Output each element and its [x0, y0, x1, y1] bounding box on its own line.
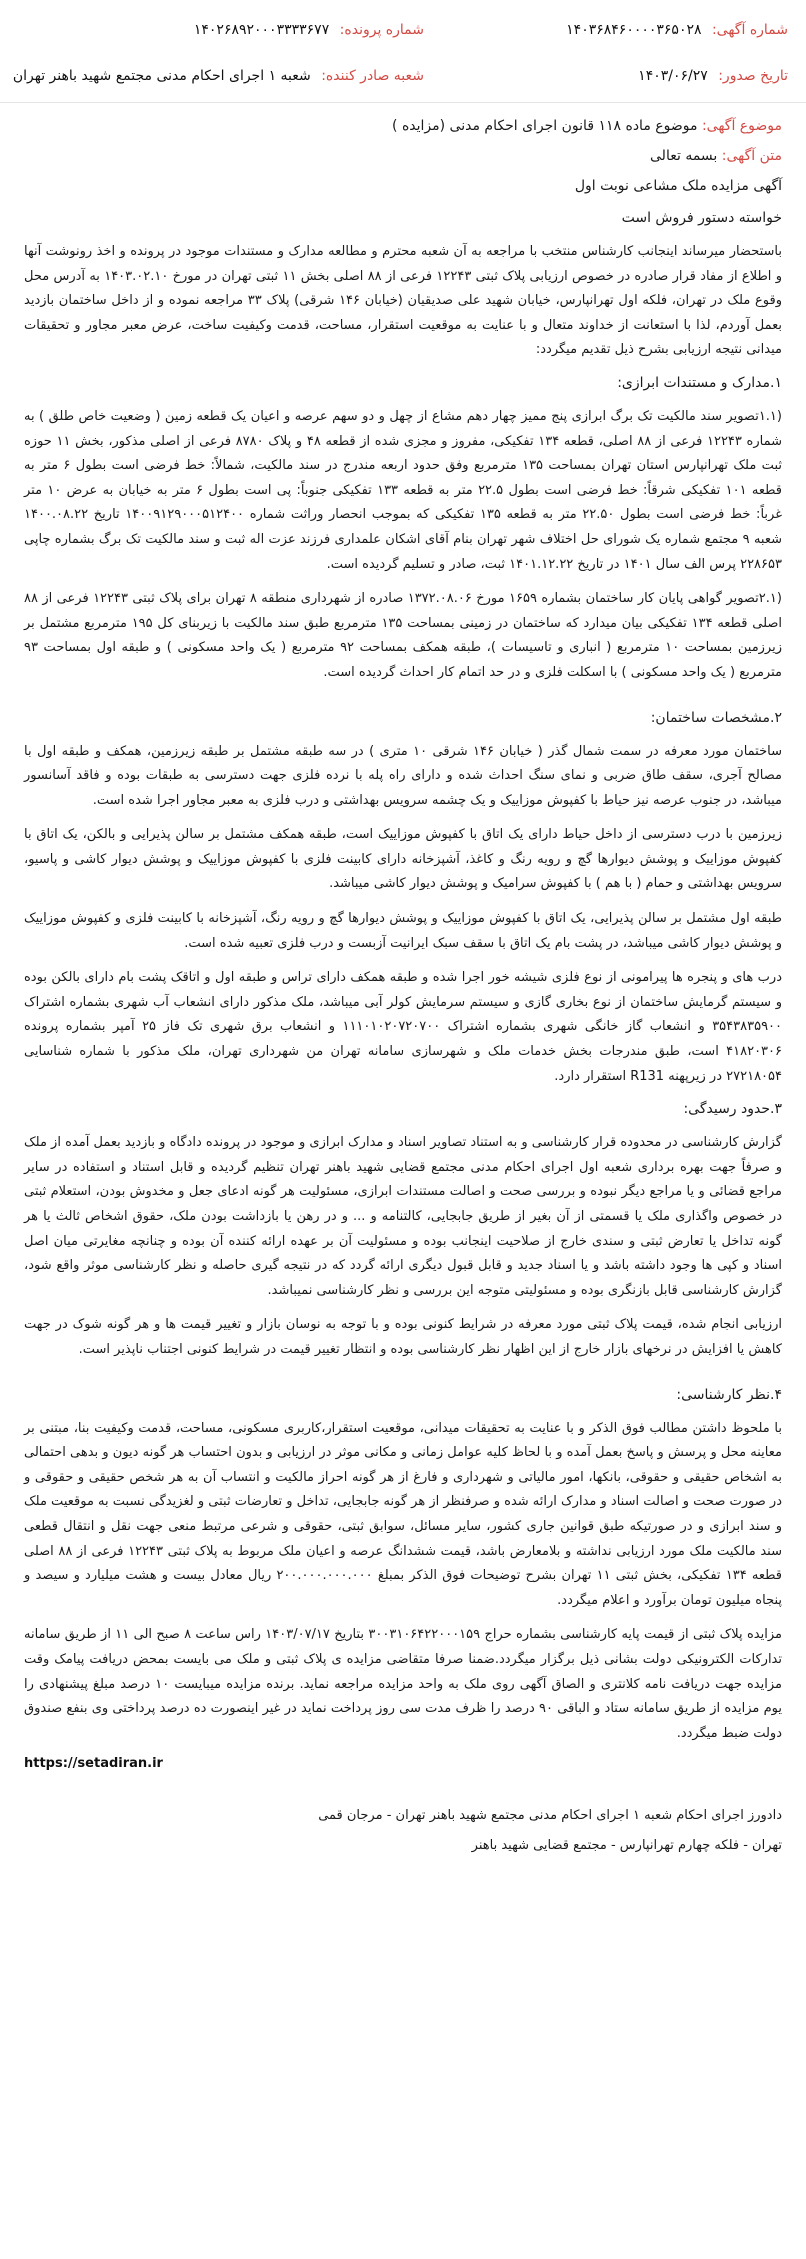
text-label: متن آگهی:: [721, 148, 782, 164]
signature-block: [24, 1801, 782, 1861]
section-3-paragraph-1: گزارش کارشناسی در محدوده قرار کارشناسی و به استناد تصاویر اسناد و مدارک ابرازی و موجود در پرونده دادگاه و بازدید بعمل آمده از ملک و صرفاً جهت بهره برداری شعبه اول اجرای احکام مدنی مجتمع قضایی شهید باهنر تهران تنظیم گردیده و قابل استناد و استفاده در سایر مراجع قضائی و یا مراجع دیگر نبوده و بررسی صحت و اصالت مستندات ابرازی، مسئولیت هر گونه ادعای جعل و مخدوش بودن، استعلام ثبتی در خصوص واگذاری ملک یا قسمتی از آن بغیر از طریق جابجایی، کالتنامه و ... و در رهن یا بازداشت بودن ملک، حقوق اشخاص ثالث یا هر گونه تداخل یا تعارض ثبتی و سندی خارج از صلاحیت اینجانب بوده و مسئولیت آن بر عهده ارائه کننده آن بوده و چنانچه مغایرتی میان اصل اسناد و کپی ها وجود داشته باشد و یا اسناد جدید و قابل قبول دیگری ارائه گردد که در نتیجه گیری حاصله و نظر کارشناسی موثر واقع شود، گزارش کارشناسی قابل بازنگری بوده و مسئولیتی متوجه این بررسی و نظر کارشناسی نمیباشد.: [24, 1135, 782, 1298]
section-2-paragraph-3: طبقه اول مشتمل بر سالن پذیرایی، یک اتاق با کفپوش موزاییک و پوشش دیوارها گچ و رویه رنگ، آشپزخانه با کابینت فلزی و کفپوش موزاییک و پوشش دیوار کاشی میباشد، در پشت بام یک اتاق با سقف سبک ایرانیت آزبست و درب فلزی تعبیه شده است.: [24, 911, 782, 951]
subject-value: موضوع ماده ۱۱۸ قانون اجرای احکام مدنی (مزایده ): [392, 118, 698, 134]
section-1-heading: ۱.مدارک و مستندات ابرازی:: [617, 374, 782, 391]
subject-label: موضوع آگهی:: [701, 118, 782, 134]
section-4-heading: ۴.نظر کارشناسی:: [676, 1386, 782, 1403]
case-number-value: ۱۴۰۲۶۸۹۲۰۰۰۳۳۳۳۶۷۷: [193, 22, 330, 38]
bismillah: بسمه تعالی: [650, 148, 718, 164]
section-2-paragraph-4: درب های و پنجره ها پیرامونی از نوع فلزی شیشه خور اجرا شده و طبقه همکف دارای تراس و طبقه اول و اتاقک پشت بام دارای بالکن بوده و سیستم گرمایش ساختمان از نوع بخاری گازی و سیستم سرمایش کولر آبی میباشد، ملک مذکور دارای انشعاب آب شهری بشماره اشتراک ۳۵۴۳۸۳۵۹۰۰ و انشعاب گاز خانگی شهری بشماره اشتراک ۱۱۱۰۱۰۲۰۷۲۰۷۰۰ و انشعاب برق شهری تک فاز ۲۵ آمپر بشماره پرونده ۴۱۸۲۰۳۰۶ است، طبق مندرجات بخش خدمات ملک و شهرسازی سامانه تهران من شهرداری تهران، ملک مذکور با شماره شناسایی ۲۷۲۱۸۰۵۴ در زیرپهنه R131 استقرار دارد.: [24, 970, 783, 1084]
ad-number-value: ۱۴۰۳۶۸۴۶۰۰۰۰۳۶۵۰۲۸: [566, 22, 702, 38]
section-4-paragraph-1: با ملحوظ داشتن مطالب فوق الذکر و با عنایت به تحقیقات میدانی، موقعیت استقرار،کاربری مسکونی، مساحت، قدمت وکیفیت بنا، مبتنی بر معاینه محل و پرسش و پاسخ بعمل آمده و با لحاظ کلیه عوامل زمانی و مکانی موثر در ارزیابی و بدون احتساب هر گونه دیون و بدهی احتمالی به اشخاص حقیقی و حقوقی، بانکها، امور مالیاتی و شهرداری و فارغ از هر گونه احراز مالکیت و انتساب آن به هر شخص حقیقی و حقوقی و در صورت صحت و اصالت اسناد و مدارک ارائه شده و صرفنظر از هر گونه جابجایی، تداخل و تعارضات ثبتی و لغزیدگی نسبت به موقعیت ملک و سند ابرازی و در صورتیکه طبق قوانین جاری کشور، سایر مسائل، سوابق ثبتی، حقوقی و شرعی مرتبط منعی جهت نقل و انتقال قطعی سند مالکیت ملک مورد ارزیابی نداشته و بلامعارض باشد، قیمت ششدانگ عرصه و اعیان ملک مربوط به پلاک ثبتی ۱۲۲۴۳ فرعی از ۸۸ اصلی قطعه ۱۳۴ تفکیکی، بخش ثبتی ۱۱ تهران بشرح توضیحات فوق الذکر بمبلغ ۲۰۰.۰۰۰.۰۰۰.۰۰۰ ریال معادل بیست و هشت میلیارد و سیصد و پنجاه میلیون تومان برآورد و اعلام میگردد.: [24, 1420, 782, 1608]
ad-content: [24, 116, 782, 1861]
section-2-paragraph-1: ساختمان مورد معرفه در سمت شمال گذر ( خیابان ۱۴۶ شرقی ۱۰ متری ) در سه طبقه مشتمل بر طبقه زیرزمین، همکف و طبقه اول با مصالح آجری، سقف طاق ضربی و نمای سنگ احداث شده و دارای راه پله با نرده فلزی جهت دسترسی به طبقات بوده و فاقد آسانسور میباشد، در جنوب عرصه نیز حیاط با کفپوش موزاییک و یک چشمه سرویس بهداشتی و درب فلزی به معبر مجاور اجرا شده است.: [24, 743, 782, 808]
ad-subject: [24, 116, 782, 136]
issuing-branch-value: شعبه ۱ اجرای احکام مدنی مجتمع شهید باهنر تهران: [12, 68, 311, 84]
ad-title: آگهی مزایده ملک مشاعی نوبت اول: [574, 178, 782, 194]
ad-number-field: [566, 22, 788, 38]
section-2-heading: ۲.مشخصات ساختمان:: [650, 709, 782, 726]
section-4-paragraph-2: مزایده پلاک ثبتی از قیمت پایه کارشناسی بشماره حراج ۳۰۰۳۱۰۶۴۲۲۰۰۰۱۵۹ بتاریخ ۱۴۰۳/۰۷/۱۷ راس ساعت ۸ صبح الی ۱۱ از طریق سامانه تدارکات الکترونیکی دولت بشانی ذیل برگزار میگردد.ضمنا صرفا متقاضی مزایده ی پلاک ثبتی و ملک می بایست بمحض دریافت پیامک وقت مزایده جهت دریافت نامه کلانتری و الصاق آگهی روی ملک به واحد مزایده مراجعه نماید. برنده مزایده میبایست ۱۰ درصد مبلغ پیشنهادی را یوم مزایده از طریق سامانه ستاد و الباقی ۹۰ درصد را ظرف مدت سی روز پرداخت نماید در غیر اینصورت ده درصد پرداختی وی بنفع صندوق دولت ضبط میگردد.: [24, 1627, 783, 1741]
signature-line-2: تهران - فلکه چهارم تهرانپارس - مجتمع قضایی شهید باهنر: [471, 1838, 782, 1854]
section-3-heading: ۳.حدود رسیدگی:: [683, 1101, 782, 1118]
issue-date-label: تاریخ صدور:: [718, 68, 788, 84]
section-1-item-2: (۲.۱تصویر گواهی پایان کار ساختمان بشماره ۱۶۵۹ مورخ ۱۳۷۲.۰۸.۰۶ صادره از شهرداری منطقه ۸ تهران برای پلاک ثبتی ۱۲۲۴۳ فرعی از ۸۸ اصلی قطعه ۱۳۴ تفکیکی بیان میدارد که ساختمان در زمینی بمساحت ۱۳۵ مترمربع طبق سند مالکیت با زیربنای کل ۱۹۵ مترمربع مشتمل بر زیرزمین بمساحت ۱۰ مترمربع ( انباری و تاسیسات )، طبقه همکف بمساحت ۹۲ مترمربع ( یک واحد مسکونی ) و طبقه اول بمساحت ۹۳ مترمربع ( یک واحد مسکونی ) با اسکلت فلزی و در حد اتمام کار احداث گردیده است.: [24, 591, 783, 680]
ad-number-label: شماره آگهی:: [711, 22, 788, 38]
section-1-item-1: (۱.۱تصویر سند مالکیت تک برگ ابرازی پنج ممیز چهار دهم مشاع از چهل و دو سهم عرصه و اعیان یک قطعه زمین ( وضعیت خاص طلق ) به شماره ۱۲۲۴۳ فرعی از ۸۸ اصلی، قطعه ۱۳۴ تفکیکی، مفروز و مجزی شده از قطعه ۴۸ و پلاک ۸۷۸۰ فرعی از اصلی مذکور، بخش ۱۱ حوزه ثبت ملک تهرانپارس استان تهران بمساحت ۱۳۵ مترمربع وفق حدود اربعه مندرج در سند مالکیت، شمالاً: خط فرضی است بطول ۶ متر به قطعه ۱۰۱ تفکیکی شرقاً: خط فرضی است بطول ۲۲.۵ متر به قطعه ۱۳۳ تفکیکی جنوباً: پی است بطول ۶ متر به خیابان به عرض ۱۰ متر غرباً: خط فرضی است بطول ۲۲.۵۰ متر به قطعه ۱۳۵ تفکیکی که بموجب انحصار وراثت شماره ۱۴۰۰۹۱۲۹۰۰۰۵۱۲۴۰۰ تاریخ ۱۴۰۰.۰۸.۲۲ شعبه ۹ مجتمع شماره یک شورای حل اختلاف شهر تهران بنام آقای اشکان علمداری فرزند عزت اله ثبت و سند مالکیت تک برگ بشماره چاپی ۲۲۸۶۵۳ پرس الف سال ۱۴۰۱ در تاریخ ۱۴۰۱.۱۲.۲۲ ثبت، صادر و تسلیم گردیده است.: [24, 408, 783, 572]
section-2-paragraph-2: زیرزمین با درب دسترسی از داخل حیاط دارای یک اتاق با کفپوش موزاییک است، طبقه همکف مشتمل بر سالن پذیرایی و بالکن، یک اتاق با کفپوش موزاییک و پوشش دیوارها گچ و رویه رنگ و کاغذ، آشپزخانه دارای کابینت فلزی با کفپوش موزاییک و پوشش دیوار کاشی و پاسیو، سرویس بهداشتی و حمام ( با هم ) با کفپوش سرامیک و پوشش دیوار کاشی میباشد.: [24, 827, 782, 892]
ad-request: خواسته دستور فروش است: [621, 210, 782, 226]
issue-date-value: ۱۴۰۳/۰۶/۲۷: [638, 68, 708, 84]
ad-header: [0, 0, 806, 103]
setadiran-link[interactable]: https://setadiran.ir: [24, 1756, 163, 1772]
case-number-label: شماره پرونده:: [339, 22, 424, 38]
section-3-paragraph-2: ارزیابی انجام شده، قیمت پلاک ثبتی مورد معرفه در شرایط کنونی بوده و با توجه به نوسان بازار و تغییر قیمت ها و هر گونه شوک در جهت کاهش یا افزایش در نرخهای بازار خارج از این اظهار نظر کارشناسی بوده و انتظار تغییر قیمت در شرایط کنونی اجتناب ناپذیر است.: [24, 1317, 782, 1357]
case-number-field: [194, 22, 424, 38]
issuing-branch-label: شعبه صادر کننده:: [321, 68, 424, 84]
issuing-branch-field: [13, 68, 424, 84]
issue-date-field: [638, 68, 788, 84]
ad-text-label-row: [24, 146, 782, 166]
intro-paragraph: باستحضار میرساند اینجانب کارشناس منتخب با مراجعه به آن شعبه محترم و مطالعه مدارک و مستندات موجود در پرونده و اخذ رونوشت آنها و اطلاع از مفاد قرار صادره در خصوص ارزیابی پلاک ثبتی ۱۲۲۴۳ فرعی از ۸۸ اصلی بخش ۱۱ ثبتی تهران در مورخ ۱۴۰۳.۰۲.۱۰ به آدرس محل وقوع ملک در تهران، فلکه اول تهرانپارس، خیابان شهید علی صدیقیان (خیابان ۱۴۶ شرقی) پلاک ۳۳ مراجعه نموده و از داخل ساختمان بازدید بعمل آوردم، لذا با استعانت از خداوند متعال و با عنایت به موقعیت استقرار، مساحت، قدمت وکیفیت ساخت، عرض معبر مجاور و تحقیقات میدانی نتیجه ارزیابی بشرح ذیل تقدیم میگردد:: [24, 244, 782, 358]
signature-line-1: دادورز اجرای احکام شعبه ۱ اجرای احکام مدنی مجتمع شهید باهنر تهران - مرجان قمی: [318, 1808, 782, 1824]
